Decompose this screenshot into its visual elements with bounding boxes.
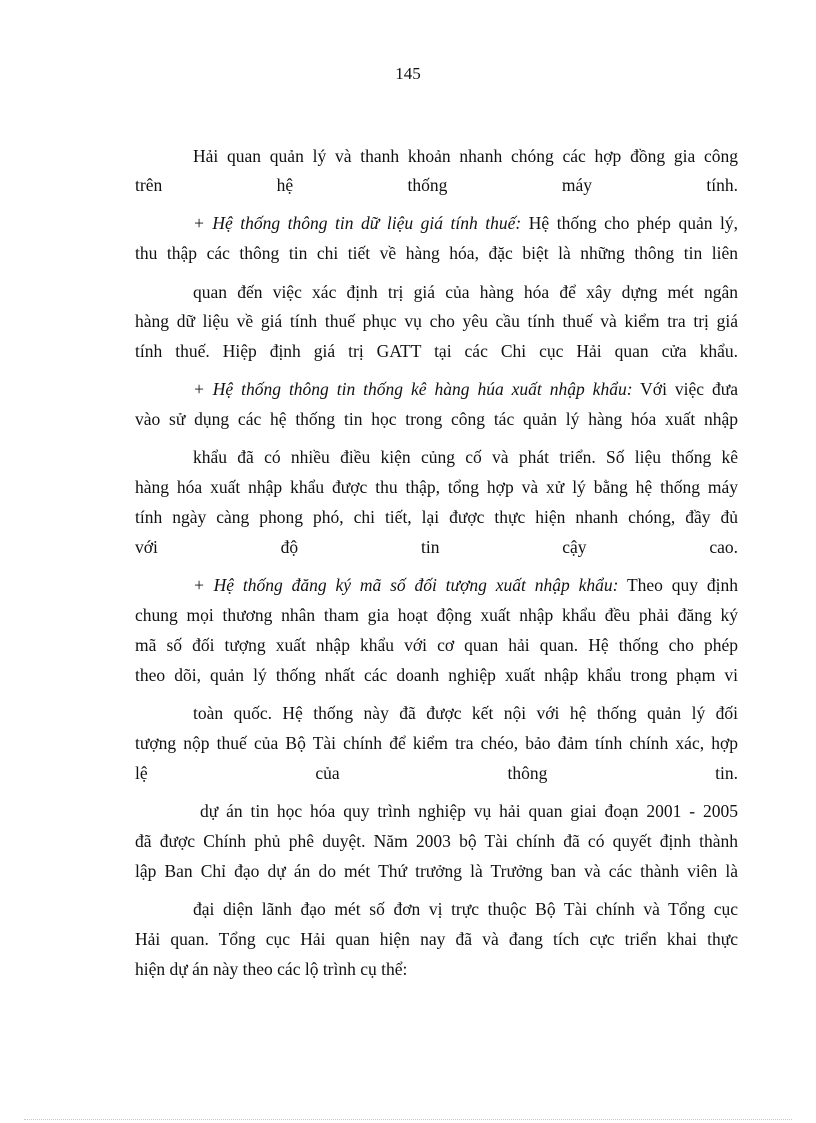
text-line: mã số đối tượng xuất nhập khẩu với cơ quan hải quan. Hệ thống cho phép [135, 635, 738, 655]
text-line: trên hệ thống máy tính. [135, 175, 738, 195]
page-bottom-divider [24, 1119, 792, 1120]
paragraph-heading-line [193, 212, 738, 234]
text-span: Hệ thống cho phép quản lý, [528, 213, 738, 233]
text-line: hàng hóa xuất nhập khẩu được thu thập, tổng hợp và xử lý bằng hệ thống máy [135, 477, 738, 497]
text-line: với độ tin cậy cao. [135, 537, 738, 557]
section-heading: + Hệ thống đăng ký mã số đối tượng xuất nhập khẩu: [193, 575, 619, 595]
text-line: khẩu đã có nhiều điều kiện củng cố và phát triển. Số liệu thống kê [193, 447, 738, 467]
page-number: 145 [395, 64, 421, 83]
section-heading: + Hệ thống thông tin thống kê hàng húa xuất nhập khẩu: [193, 379, 633, 399]
paragraph-heading-line [193, 574, 738, 596]
text-line: tính thuế. Hiệp định giá trị GATT tại các Chi cục Hải quan cửa khẩu. [135, 341, 738, 361]
text-line: dự án tin học hóa quy trình nghiệp vụ hải quan giai đoạn 2001 - 2005 [200, 801, 738, 821]
section-heading: + Hệ thống thông tin dữ liệu giá tính thuế: [193, 213, 522, 233]
text-line: lệ của thông tin. [135, 763, 738, 783]
text-span: Theo quy định [626, 575, 738, 595]
text-line: hàng dữ liệu về giá tính thuế phục vụ cho yêu cầu tính thuế và kiểm tra trị giá [135, 311, 738, 331]
text-line: toàn quốc. Hệ thống này đã được kết nội với hệ thống quản lý đối [193, 703, 738, 723]
text-line: tính ngày càng phong phó, chi tiết, lại được thực hiện nhanh chóng, đầy đủ [135, 507, 738, 527]
text-line: tượng nộp thuế của Bộ Tài chính để kiểm tra chéo, bảo đảm tính chính xác, hợp [135, 733, 738, 753]
text-line: đại diện lãnh đạo mét số đơn vị trực thuộc Bộ Tài chính và Tổng cục [193, 899, 738, 919]
text-span: Với việc đưa [640, 379, 738, 399]
text-line: thu thập các thông tin chi tiết về hàng hóa, đặc biệt là những thông tin liên [135, 243, 738, 263]
text-line: Hải quan. Tổng cục Hải quan hiện nay đã và đang tích cực triển khai thực [135, 929, 738, 949]
text-line: đã được Chính phủ phê duyệt. Năm 2003 bộ Tài chính đã có quyết định thành [135, 831, 738, 851]
text-line: chung mọi thương nhân tham gia hoạt động xuất nhập khẩu đều phải đăng ký [135, 605, 738, 625]
paragraph-heading-line [193, 378, 738, 400]
text-line: vào sử dụng các hệ thống tin học trong công tác quản lý hàng hóa xuất nhập [135, 409, 738, 429]
text-line: hiện dự án này theo các lộ trình cụ thể: [135, 959, 408, 979]
text-line: Hải quan quản lý và thanh khoản nhanh chóng các hợp đồng gia công [193, 146, 738, 166]
text-line: theo dõi, quản lý thống nhất các doanh nghiệp xuất nhập khẩu trong phạm vi [135, 665, 738, 685]
text-line: lập Ban Chỉ đạo dự án do mét Thứ trưởng là Trưởng ban và các thành viên là [135, 861, 738, 881]
text-line: quan đến việc xác định trị giá của hàng hóa để xây dựng mét ngân [193, 282, 738, 302]
